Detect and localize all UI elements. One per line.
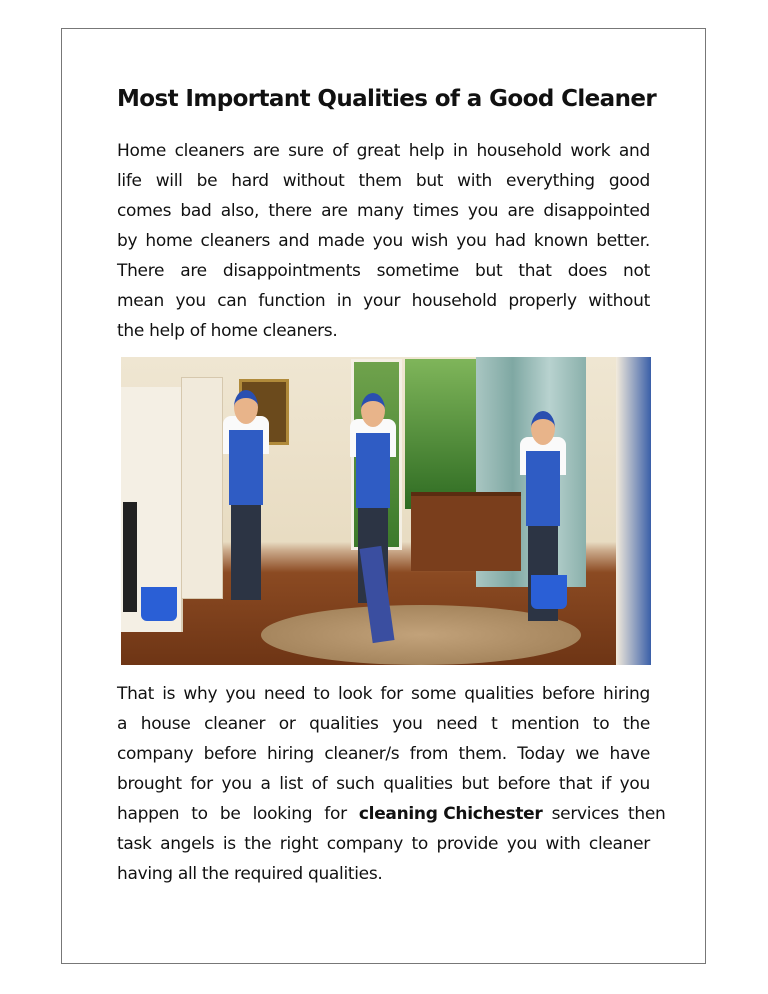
text-line: company before hiring cleaner/s from them. Today we have bbox=[117, 744, 650, 764]
text-line: comes bad also, there are many times you are disappointed bbox=[117, 201, 650, 221]
text-line: task angels is the right company to provide you with cleaner bbox=[117, 834, 650, 854]
text-line: There are disappointments sometime but that does not bbox=[117, 261, 650, 281]
text-line: by home cleaners and made you wish you had known better. bbox=[117, 231, 650, 251]
text-line: brought for you a list of such qualities but before that if you bbox=[117, 774, 650, 794]
intro-paragraph bbox=[117, 136, 650, 346]
body-paragraph bbox=[117, 679, 666, 889]
text-line: having all the required qualities. bbox=[117, 864, 383, 884]
keyword-link[interactable]: cleaning Chichester bbox=[358, 804, 543, 824]
cleaners-photo bbox=[121, 357, 651, 665]
text-line: Home cleaners are sure of great help in household work and bbox=[117, 141, 650, 161]
text-line: life will be hard without them but with everything good bbox=[117, 171, 650, 191]
text-line bbox=[117, 799, 666, 829]
text-line: the help of home cleaners. bbox=[117, 321, 338, 341]
text-line: a house cleaner or qualities you need t mention to the bbox=[117, 714, 650, 734]
text-line: mean you can function in your household properly without bbox=[117, 291, 650, 311]
text-line: That is why you need to look for some qualities before hiring bbox=[117, 684, 650, 704]
page-title: Most Important Qualities of a Good Cleaner bbox=[117, 86, 657, 112]
text-segment: happen to be looking for bbox=[117, 804, 359, 824]
text-segment: services then bbox=[542, 804, 666, 824]
